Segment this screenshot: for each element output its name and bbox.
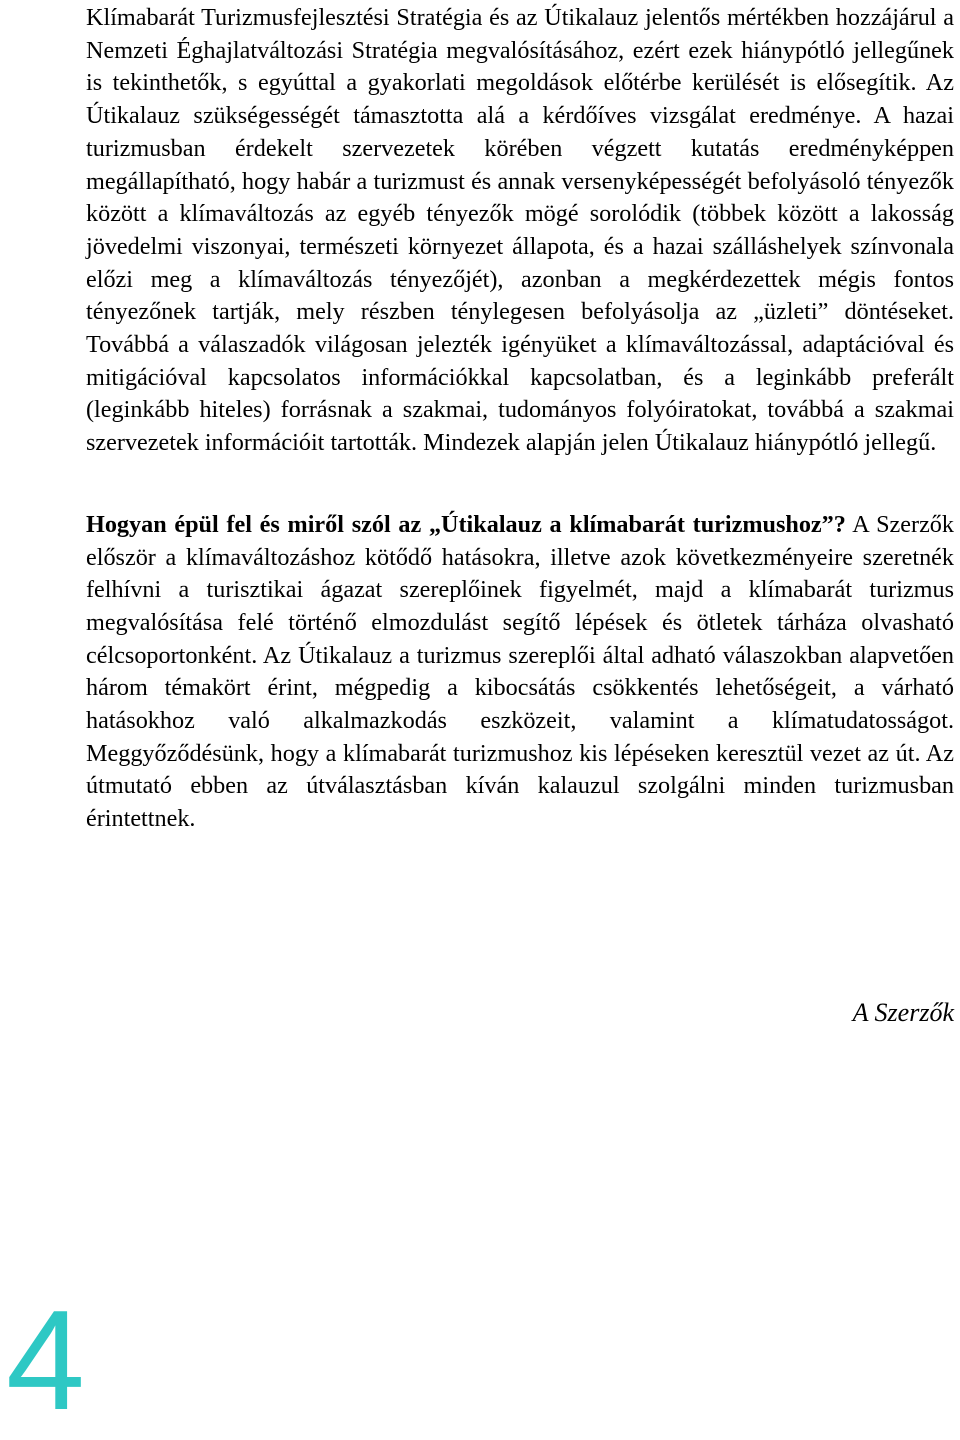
intro-paragraph: Klímabarát Turizmusfejlesztési Stratégia és az Útikalauz jelentős mértékben hozzájárul a Nemzeti Éghajlatváltozási Stratégia megvalósításához, ezért ezek hiánypótló jellegűnek is tekinthetők, s egyúttal a gyakorlati megoldások előtérbe kerülését is elősegítik. Az Útikalauz szükségességét támasztotta alá a kérdőíves vizsgálat eredménye. A hazai turizmusban érdekelt szervezetek körében végzett kutatás eredményképpen megállapítható, hogy habár a turizmust és annak versenyképességét befolyásoló tényezők között a klímaváltozás az egyéb tényezők mögé sorolódik (többek között a lakosság jövedelmi viszonyai, természeti környezet állapota, és a hazai szálláshelyek színvonala előzi meg a klímaváltozás tényezőjét), azonban a megkérdezettek mégis fontos tényezőnek tartják, mely részben ténylegesen befolyásolja az „üzleti” döntéseket. Továbbá a válaszadók világosan jelezték igényüket a klímaváltozással, adaptációval és mitigációval kapcsolatos információkkal kapcsolatban, és a leginkább preferált (leginkább hiteles) forrásnak a szakmai, tudományos folyóiratokat, továbbá a szakmai szervezetek információit tartották. Mindezek alapján jelen Útikalauz hiánypótló jellegű. bbox=[86, 4, 954, 457]
authors-signature: A Szerzők bbox=[852, 998, 954, 1027]
structure-paragraph-body: A Szerzők először a klímaváltozáshoz kötődő hatásokra, illetve azok következményeire szeretnék felhívni a turisztikai ágazat szereplőinek figyelmét, majd a klímabarát turizmus megvalósítása felé történő elmozdulást segítő lépések és ötletek tárháza olvasható célcsoportonként. Az Útikalauz a turizmus szereplői által adható válaszokban alapvetően három témakört érint, mégpedig a kibocsátás csökkentés lehetőségeit, a várható hatásokhoz való alkalmazkodás eszközeit, valamint a klímatudatosságot. Meggyőződésünk, hogy a klímabarát turizmushoz kis lépéseken keresztül vezet az út. Az útmutató ebben az útválasztásban kíván kalauzul szolgálni minden turizmusban érintettnek. bbox=[86, 510, 954, 833]
structure-paragraph bbox=[86, 509, 954, 836]
page-number: 4 bbox=[6, 1281, 85, 1440]
section-question-heading: Hogyan épül fel és miről szól az „Útikalauz a klímabarát turizmushoz”? bbox=[86, 510, 846, 538]
paragraph-spacer bbox=[86, 460, 954, 509]
document-body bbox=[86, 2, 954, 836]
